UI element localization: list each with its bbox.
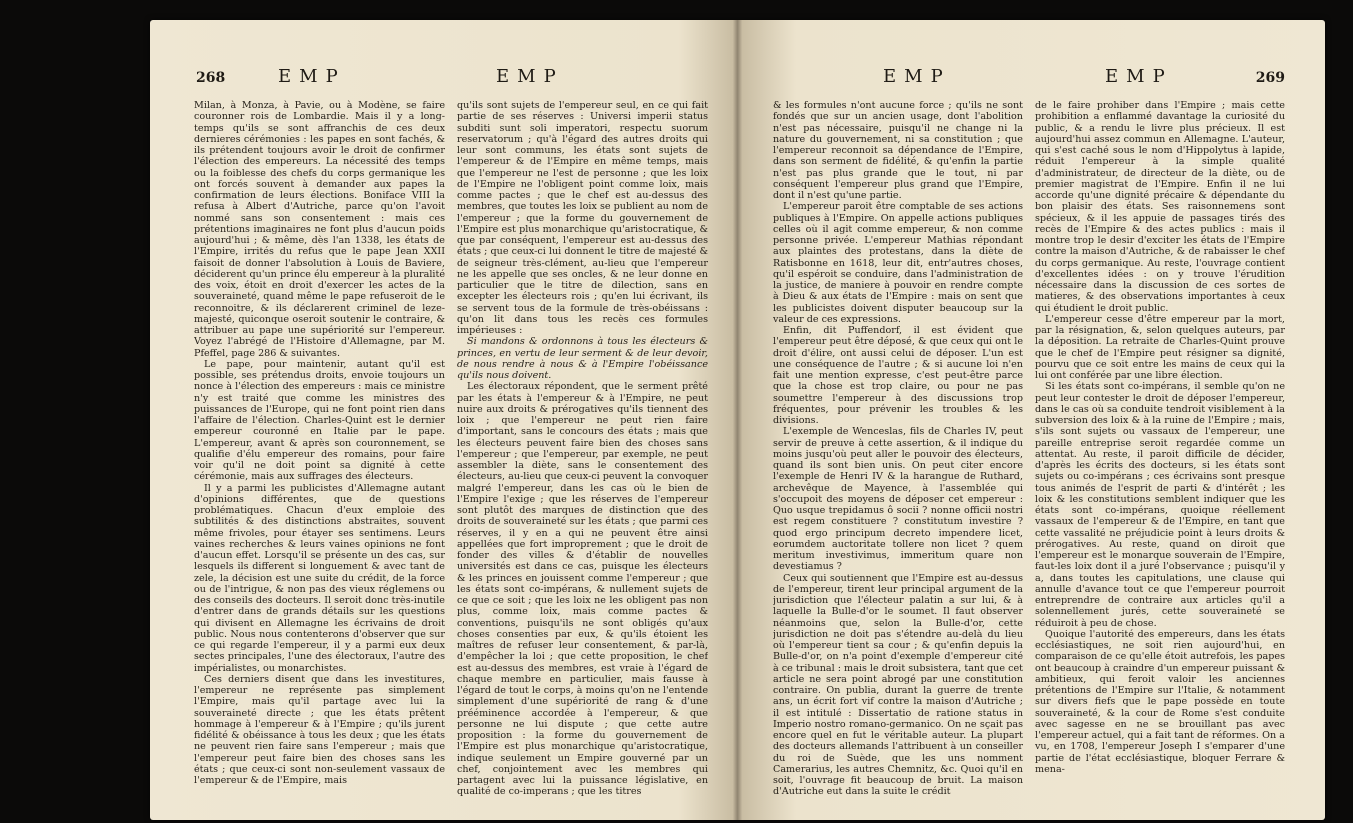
- running-head: EMP: [278, 66, 346, 87]
- paragraph: Le pape, pour maintenir, autant qu'il est possible, ses prétendus droits, envoie toujours un nonce à l'élection des empereurs : mais ce ministre n'y est traité que comme les ministres des puissances de l'Europe, qui ne font point rien dans l'affaire de l'élection. Charles-Quint est le dernier empereur couronné en Italie par le pape. L'empereur, avant & après son couronnement, se qualifie d'élu empereur des romains, pour faire voir qu'il ne doit point sa dignité à cette cérémonie, mais aux suffrages des électeurs.: [194, 358, 445, 483]
- paragraph: Quoique l'autorité des empereurs, dans les états ecclésiastiques, ne soit rien aujourd'hui, en comparaison de ce qu'elle étoit autrefois, les papes ont beaucoup à craindre d'un empereur puissant & ambitieux, qui feroit valoir les anciennes prétentions de l'Empire sur l'Italie, & notamment sur divers fiefs que le pape possède en toute souveraineté, & la cour de Rome s'est conduite avec sagesse en ne se brouillant pas avec l'empereur actuel, qui a fait tant de réformes. On a vu, en 1708, l'empereur Joseph I s'emparer d'une partie de l'état ecclésiastique, bloquer Ferrare & mena-: [1035, 628, 1285, 775]
- paragraph: Les électoraux répondent, que le serment prêté par les états à l'empereur & à l'Empire, ne peut nuire aux droits & prérogatives qu'ils tiennent des loix ; que l'empereur ne peut rien faire d'important, sans le concours des états ; mais que les électeurs peuvent faire bien des choses sans l'empereur ; que l'empereur, par exemple, ne peut assembler la diète, sans le consentement des électeurs, au-lieu que ceux-ci peuvent la convoquer malgré l'empereur, dans les cas où le bien de l'Empire l'exige ; que les réserves de l'empereur sont plutôt des marques de distinction que des droits de souveraineté sur les états ; que parmi ces réserves, il y en a qui ne peuvent être ainsi appellées que fort improprement ; que le droit de fonder des villes & d'établir de nouvelles universités est dans ce cas, puisque les électeurs & les princes en jouissent comme l'empereur ; que les états sont co-impérans, & nullement sujets de ce que ce soit ; que les loix ne les obligent pas non plus, comme loix, mais comme pactes & conventions, puisqu'ils ne sont obligés qu'aux choses consenties par eux, & qu'ils étoient les maîtres de refuser leur consentement, & par-là, d'empêcher la loi ; que cette proposition, le chef est au-dessus des membres, est vraie à l'égard de chaque membre en particulier, mais fausse à l'égard de tout le corps, à moins qu'on ne l'entende simplement d'une supériorité de rang & d'une prééminence accordée à l'empereur, & que personne ne lui dispute ; que cette autre proposition : la forme du gouvernement de l'Empire est plus monarchique qu'aristocratique, indique seulement un Empire gouverné par un chef, conjointement avec les membres qui partagent avec lui la puissance législative, en qualité de co-imperans ; que les titres: [457, 381, 708, 798]
- paragraph: Ces derniers disent que dans les investitures, l'empereur ne représente pas simplement l'Empire, mais qu'il partage avec lui la souveraineté directe ; que les états prêtent hommage à l'empereur & à l'Empire ; qu'ils jurent fidélité & obéissance à tous les deux ; que les états ne peuvent rien faire sans l'empereur ; mais que l'empereur peut faire bien des choses sans les états ; que ceux-ci sont non-seulement vassaux de l'empereur & de l'Empire, mais: [194, 673, 445, 786]
- paragraph: Si mandons & ordonnons à tous les électeurs & princes, en vertu de leur serment & de leur devoir, de nous rendre à nous & à l'Empire l'obéissance qu'ils nous doivent.: [457, 336, 708, 381]
- left-page-columns: [194, 100, 708, 802]
- page-number: 268: [196, 70, 226, 86]
- right-page-header: [773, 66, 1285, 96]
- text-column: [1035, 100, 1285, 802]
- text-column: [773, 100, 1023, 802]
- right-page: [745, 20, 1325, 820]
- text-column: [194, 100, 445, 802]
- paragraph: L'empereur cesse d'être empereur par la mort, par la résignation, &, selon quelques auteurs, par la déposition. La retraite de Charles-Quint prouve que le chef de l'Empire peut résigner sa dignité, pourvu que ce soit entre les mains de ceux qui la lui ont conférée par une libre élection.: [1035, 313, 1285, 381]
- text-column: [457, 100, 708, 802]
- page-number: 269: [1255, 70, 1285, 86]
- paragraph: Milan, à Monza, à Pavie, ou à Modène, se faire couronner rois de Lombardie. Mais il y a long-temps qu'ils se sont affranchis de ces deux dernieres cérémonies : les papes en sont fachés, & ils prétendent toujours avoir le droit de confirmer l'élection des empereurs. La nécessité des temps ou la foiblesse des chefs du corps germanique les ont forcés souvent à demander aux papes la confirmation de leurs élections. Boniface VIII la refusa à Albert d'Autriche, parce qu'on l'avoit nommé sans son consentement : mais ces prétentions imaginaires ne font plus d'aucun poids aujourd'hui ; & même, dès l'an 1338, les états de l'Empire, irrités du refus que le pape Jean XXII faisoit de donner l'absolution à Louis de Baviere, déciderent qu'un prince élu empereur à la pluralité des voix, étoit en droit d'exercer les actes de la souveraineté, quand même le pape refuseroit de le reconnoitre, & ils déclarerent criminel de leze-majesté, quiconque oseroit soutenir le contraire, & attribuer au pape une supériorité sur l'empereur. Voyez l'abrégé de l'Histoire d'Allemagne, par M. Pfeffel, page 286 & suivantes.: [194, 100, 445, 359]
- paragraph: & les formules n'ont aucune force ; qu'ils ne sont fondés que sur un ancien usage, dont l'abolition n'est pas nécessaire, puisqu'il ne change ni la nature du gouvernement, ni sa constitution ; que l'empereur reconnoit sa dépendance de l'Empire, dans son serment de fidélité, & qu'enfin la partie n'est pas plus grande que le tout, ni par conséquent l'empereur plus grand que l'Empire, dont il n'est qu'une partie.: [773, 100, 1023, 201]
- paragraph: qu'ils sont sujets de l'empereur seul, en ce qui fait partie de ses réserves : Universi imperii status subditi sunt soli imperatori, respectu suorum reservatorum ; qu'à l'égard des autres droits qui leur sont communs, les états sont sujets de l'empereur & de l'Empire en même temps, mais que l'empereur ne l'est de personne ; que les loix de l'Empire ne l'obligent point comme loix, mais comme pactes ; que le chef est au-dessus des membres, que toutes les loix se publient au nom de l'empereur ; que la forme du gouvernement de l'Empire est plus monarchique qu'aristocratique, & que par conséquent, l'empereur est au-dessus des états ; que ceux-ci lui donnent le titre de majesté & de seigneur très-clément, au-lieu que l'empereur ne les appelle que ses oncles, & ne leur donne en particulier que le titre de dilection, sans en excepter les électeurs rois ; qu'en lui écrivant, ils se servent tous de la formule de très-obéissans : qu'on lit dans tous les recès ces formules impérieuses :: [457, 100, 708, 336]
- paragraph: Ceux qui soutiennent que l'Empire est au-dessus de l'empereur, tirent leur principal argument de la jurisdiction que l'électeur palatin a sur lui, & à laquelle la Bulle-d'or le soumet. Il faut observer néanmoins que, selon la Bulle-d'or, cette jurisdiction ne doit pas s'étendre au-delà du lieu où l'empereur tient sa cour ; & qu'enfin depuis la Bulle-d'or, on n'a point d'exemple d'empereur cité à ce tribunal : mais le droit subsistera, tant que cet article ne sera point abrogé par une constitution contraire. On publia, durant la guerre de trente ans, un écrit fort vif contre la maison d'Autriche ; il est intitulé : Dissertatio de ratione status in Imperio nostro romano-germanico. On ne sçait pas encore quel en fut le véritable auteur. La plupart des docteurs allemands l'attribuent à un conseiller du roi de Suède, que les uns nomment Camerarius, les autres Chemnitz, &c. Quoi qu'il en soit, l'ouvrage fit beaucoup de bruit. La maison d'Autriche eut dans la suite le crédit: [773, 572, 1023, 798]
- running-head: EMP: [883, 66, 951, 87]
- paragraph: L'exemple de Wenceslas, fils de Charles IV, peut servir de preuve à cette assertion, & il indique du moins jusqu'où peut aller le pouvoir des électeurs, quand ils sont bien unis. On peut citer encore l'exemple de Henri IV & la harangue de Ruthard, archevêque de Mayence, à l'assemblée qui s'occupoit des moyens de déposer cet empereur : Quo usque trepidamus ô socii ? nonne officii nostri est regem constituere ? constitutum investire ? quod ergo principum decreto impendere licet, eorumdem auctoritate tollere non licet ? quem meritum investivimus, immeritum quare non devestiamus ?: [773, 426, 1023, 573]
- left-page-header: [196, 66, 706, 96]
- running-head: EMP: [496, 66, 564, 87]
- book-spread: [150, 20, 1325, 820]
- right-page-columns: [773, 100, 1285, 802]
- paragraph: Enfin, dit Puffendorf, il est évident que l'empereur peut être déposé, & que ceux qui ont le droit d'élire, ont aussi celui de déposer. L'un est une conséquence de l'autre ; & si aucune loi n'en fait une mention expresse, c'est peut-être parce que la chose est trop claire, ou pour ne pas soumettre l'empereur à des discussions trop fréquentes, pour prévenir les troubles & les divisions.: [773, 325, 1023, 426]
- paragraph: Il y a parmi les publicistes d'Allemagne autant d'opinions différentes, que de questions problématiques. Chacun d'eux emploie des subtilités & des distinctions abstraites, souvent même frivoles, pour étayer ses sentimens. Leurs vaines recherches & leurs vaines opinions ne font d'aucun effet. Lorsqu'il se présente un des cas, sur lesquels ils different si longuement & avec tant de zele, la décision est une suite du crédit, de la force ou de l'intrigue, & non pas des vieux réglemens ou des conseils des docteurs. Il seroit donc très-inutile d'entrer dans de grands détails sur les questions qui divisent en Allemagne les écrivains de droit public. Nous nous contenterons d'observer que sur ce qui regarde l'empereur, il y a parmi eux deux sectes principales, l'une des électoraux, l'autre des impérialistes, ou monarchistes.: [194, 482, 445, 674]
- left-page: [150, 20, 730, 820]
- paragraph: L'empereur paroit être comptable de ses actions publiques à l'Empire. On appelle actions publiques celles où il agit comme empereur, & non comme personne privée. L'empereur Mathias répondant aux plaintes des protestans, dans la diète de Ratisbonne en 1618, leur dit, entr'autres choses, qu'il espéroit se conduire, dans l'administration de la justice, de maniere à pouvoir en rendre compte à Dieu & aux états de l'Empire : mais on sent que les publicistes doivent disputer beaucoup sur la valeur de ces expressions.: [773, 201, 1023, 325]
- running-head: EMP: [1105, 66, 1173, 87]
- paragraph: de le faire prohiber dans l'Empire ; mais cette prohibition a enflammé davantage la curiosité du public, & a rendu le livre plus précieux. Il est aujourd'hui assez commun en Allemagne. L'auteur, qui s'est caché sous le nom d'Hippolytus à lapide, réduit l'empereur à la simple qualité d'administrateur, de directeur de la diète, ou de premier magistrat de l'Empire. Enfin il ne lui accorde qu'une dignité précaire & dépendante du bon plaisir des états. Ses raisonnemens sont spécieux, & il les appuie de passages tirés des recès de l'Empire & des actes publics : mais il montre trop le desir d'exciter les états de l'Empire contre la maison d'Autriche, & de rabaisser le chef du corps germanique. Au reste, l'ouvrage contient d'excellentes idées : on y trouve l'érudition nécessaire dans la discussion de ces sortes de matieres, & des observations importantes à ceux qui étudient le droit public.: [1035, 100, 1285, 314]
- paragraph: Si les états sont co-impérans, il semble qu'on ne peut leur contester le droit de déposer l'empereur, dans le cas où sa conduite tendroit visiblement à la subversion des loix & à la ruine de l'Empire ; mais, s'ils sont sujets ou vassaux de l'empereur, une pareille entreprise seroit regardée comme un attentat. Au reste, il paroit difficile de décider, d'après les écrits des docteurs, si les états sont sujets ou co-impérans ; ces écrivains sont presque tous animés de l'esprit de parti & d'intérêt ; les loix & les constitutions semblent indiquer que les états sont co-impérans, quoique réellement vassaux de l'empereur & de l'Empire, en tant que cette vassalité ne préjudicie point à leurs droits & prérogatives. Au reste, quand on diroit que l'empereur est le monarque souverain de l'Empire, faut-les loix dont il a juré l'observance ; puisqu'il y a, dans toutes les capitulations, une clause qui annulle d'avance tout ce que l'empereur pourroit entreprendre de contraire aux articles qu'il a solennellement jurés, cette souveraineté se réduiroit à peu de chose.: [1035, 381, 1285, 629]
